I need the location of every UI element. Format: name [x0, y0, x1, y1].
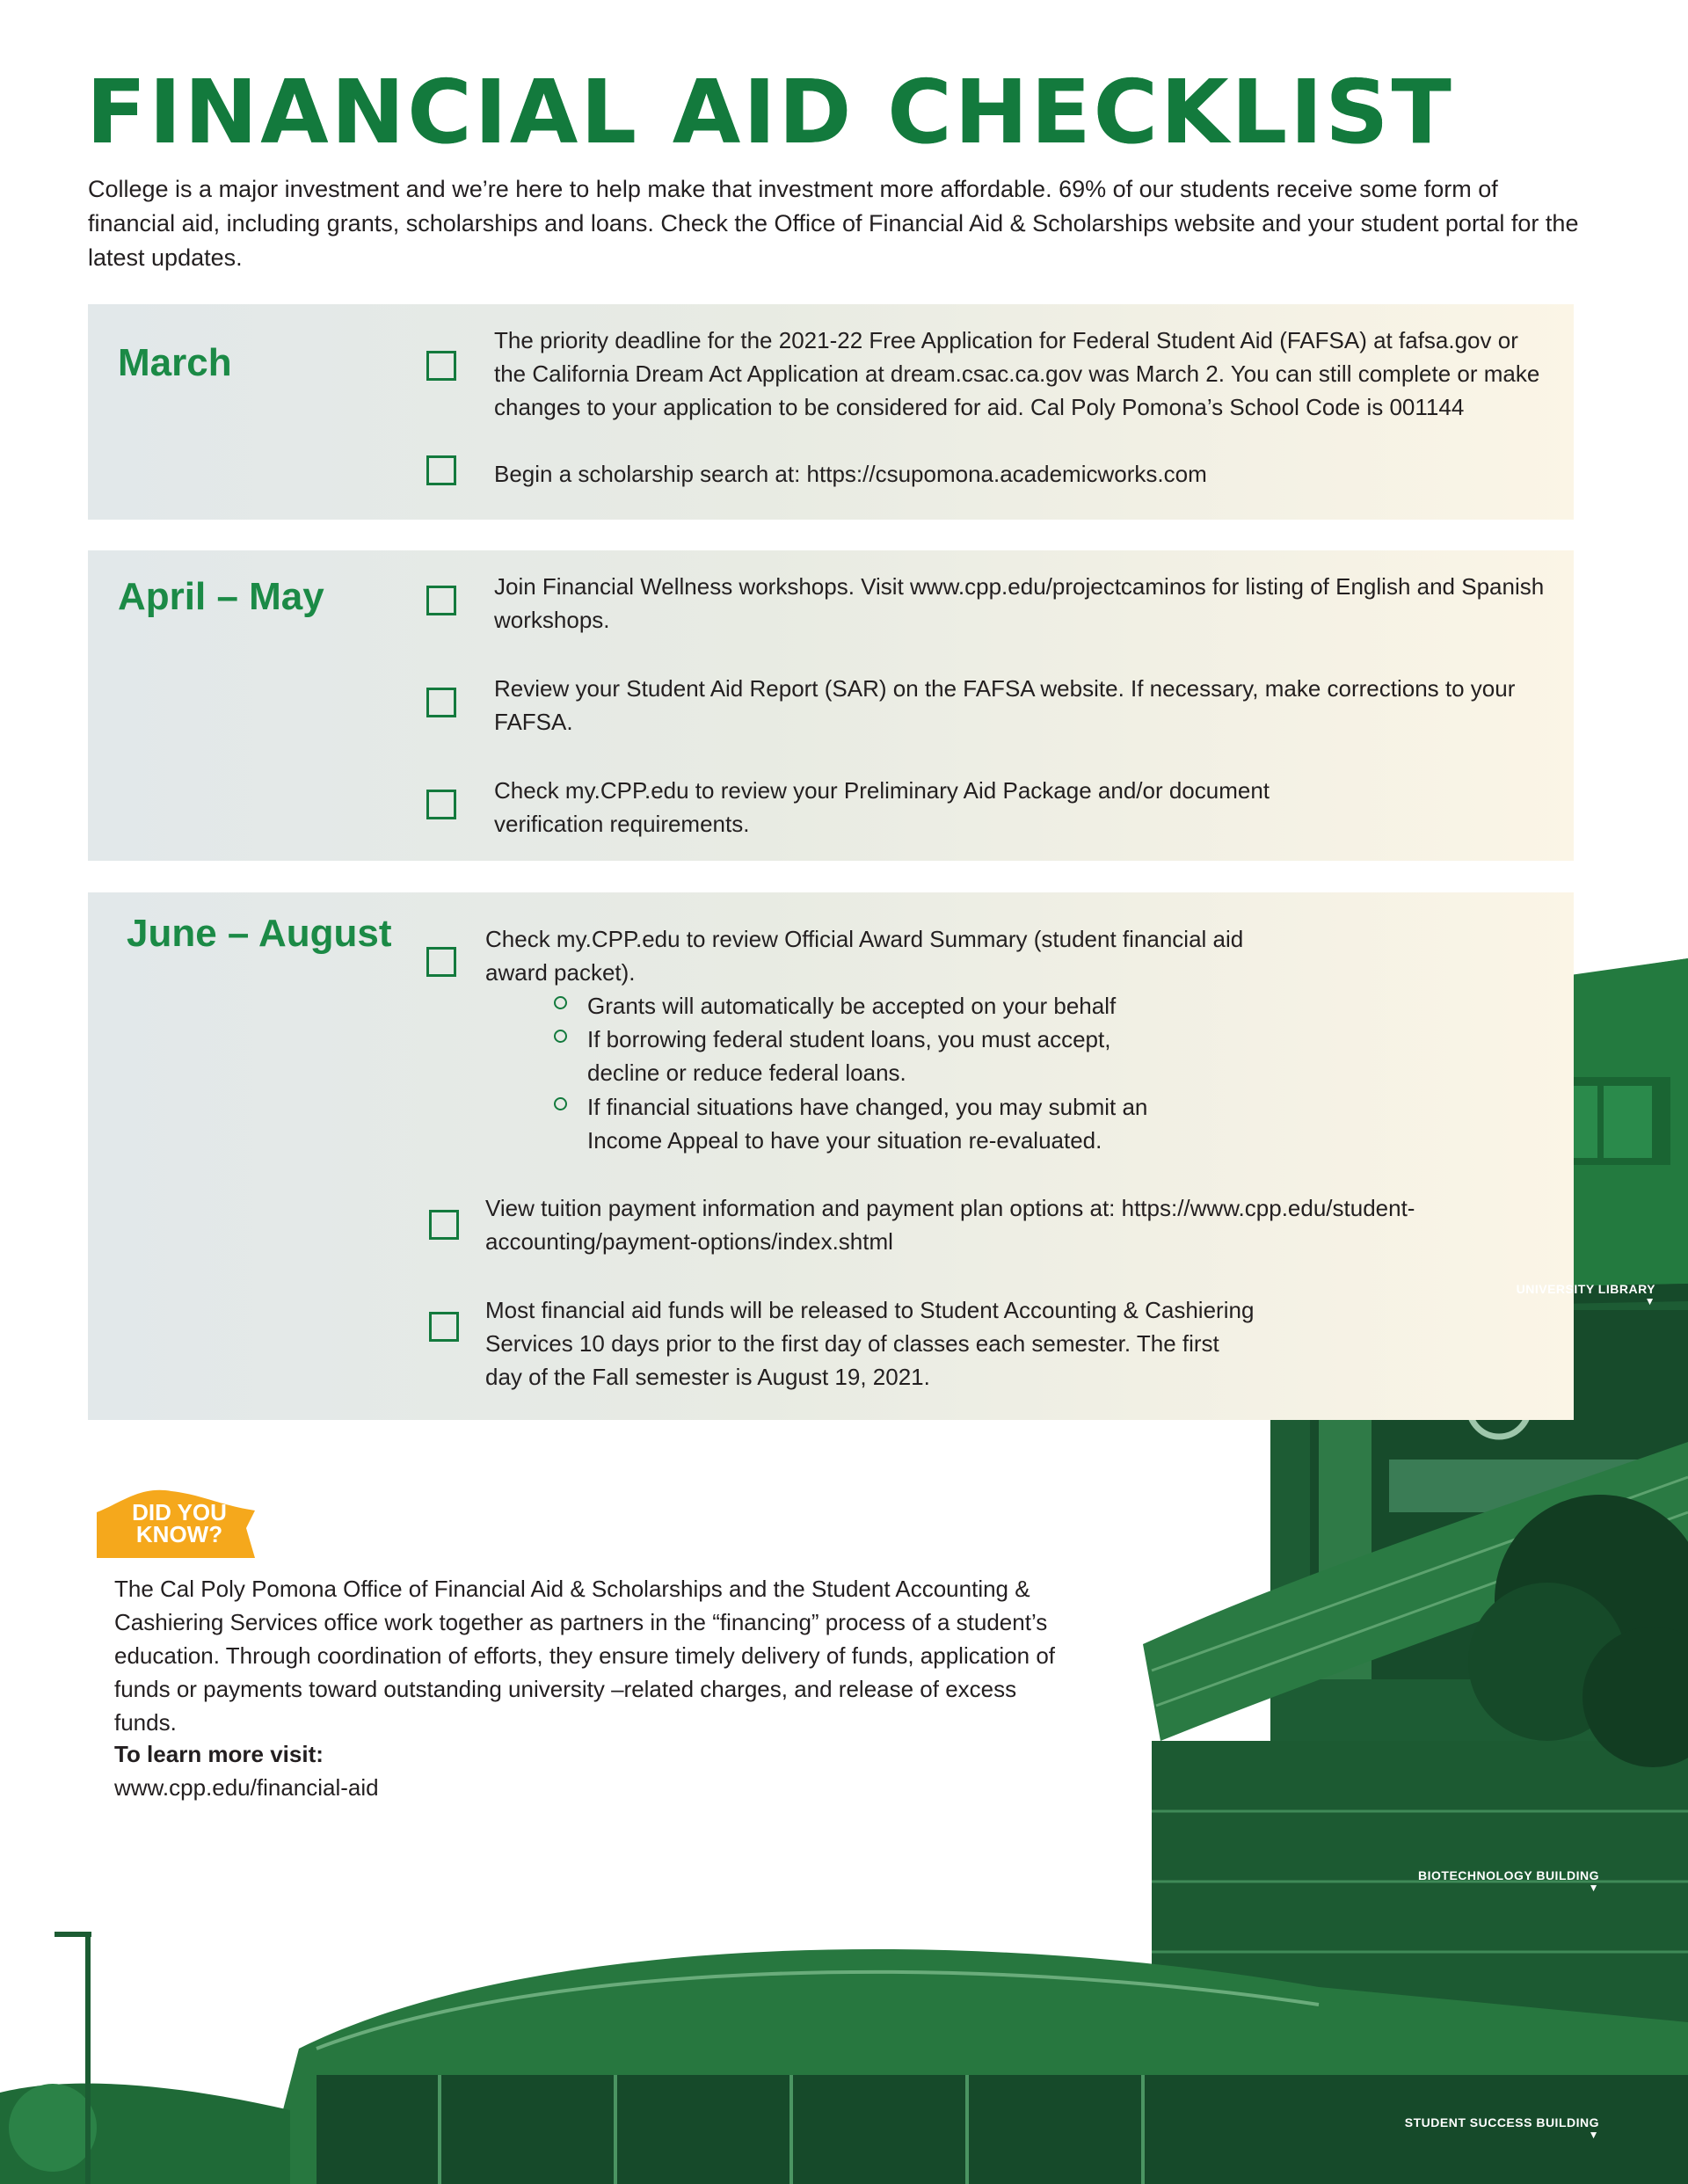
did-you-know-label: DID YOU KNOW?: [132, 1499, 227, 1547]
sub-item: If borrowing federal student loans, you must accept, decline or reduce federal loans.: [587, 1026, 1111, 1086]
checkbox[interactable]: [426, 790, 456, 819]
checklist-item: Most financial aid funds will be released to Student Accounting & Cashiering Services 10 days prior to the first day of classes each semester. The first day of the Fall semester is August 19, 2021.: [485, 1297, 1255, 1390]
checklist-item: Join Financial Wellness workshops. Visit www.cpp.edu/projectcaminos for listing of English and Spanish workshops.: [494, 573, 1545, 633]
section-june-august: [88, 892, 1574, 1420]
checkbox[interactable]: [426, 688, 456, 717]
checkbox[interactable]: [426, 455, 456, 485]
checkbox[interactable]: [426, 947, 456, 977]
checklist-item: The priority deadline for the 2021-22 Free Application for Federal Student Aid (FAFSA) at fafsa.gov or the California Dream Act Application at dream.csac.ca.gov was March 2. You can still complete or make changes to your application to be considered for aid. Cal Poly Pomona’s School Code is 001144: [494, 327, 1540, 420]
label-biotechnology-building: BIOTECHNOLOGY BUILDING ▼: [1418, 1868, 1599, 1894]
intro-paragraph: College is a major investment and we’re here to help make that investment more affordable. 69% of our students receive some form of financial aid, including grants, scholarships and loans. Check the Office of Financial Aid & Scholarships website and your student portal for the latest updates.: [88, 176, 1579, 271]
checkbox[interactable]: [426, 586, 456, 615]
section-april-may: [88, 550, 1574, 861]
section-month-label: June – August: [127, 912, 392, 955]
label-university-library: UNIVERSITY LIBRARY ▼: [1516, 1282, 1655, 1307]
checklist-item: Check my.CPP.edu to review Official Award Summary (student financial aid award packet).: [485, 926, 1244, 986]
bullet-circle-icon: [554, 996, 567, 1009]
learn-more-heading: To learn more visit:: [114, 1741, 324, 1767]
section-month-label: April – May: [118, 575, 324, 618]
page-title: FINANCIAL AID CHECKLIST: [86, 61, 1454, 164]
checklist-item: Check my.CPP.edu to review your Preliminary Aid Package and/or document verification requirements.: [494, 777, 1270, 837]
label-student-success-building: STUDENT SUCCESS BUILDING ▼: [1404, 2115, 1599, 2141]
did-you-know-body: The Cal Poly Pomona Office of Financial Aid & Scholarships and the Student Accounting & Cashiering Services office work together as partners in the “financing” process of a student’s education. Through coordination of efforts, they ensure timely delivery of funds, application of funds or payments toward outstanding university –related charges, and release of excess funds.: [114, 1576, 1056, 1736]
checklist-item: Begin a scholarship search at: https://csupomona.academicworks.com: [494, 461, 1207, 487]
bullet-circle-icon: [554, 1097, 567, 1110]
checklist-item: Review your Student Aid Report (SAR) on the FAFSA website. If necessary, make corrections to your FAFSA.: [494, 675, 1516, 735]
sub-item: Grants will automatically be accepted on your behalf: [587, 993, 1117, 1019]
checkbox[interactable]: [429, 1210, 459, 1240]
section-month-label: March: [118, 341, 232, 384]
learn-more-link[interactable]: www.cpp.edu/financial-aid: [114, 1774, 379, 1801]
checkbox[interactable]: [426, 351, 456, 381]
checklist-item: View tuition payment information and payment plan options at: https://www.cpp.edu/student-accounting/payment-options/index.shtml: [485, 1195, 1415, 1255]
bullet-circle-icon: [554, 1030, 567, 1043]
checkbox[interactable]: [429, 1312, 459, 1342]
section-march: [88, 304, 1574, 520]
sub-item: If financial situations have changed, you may submit an Income Appeal to have your situation re-evaluated.: [587, 1094, 1148, 1154]
